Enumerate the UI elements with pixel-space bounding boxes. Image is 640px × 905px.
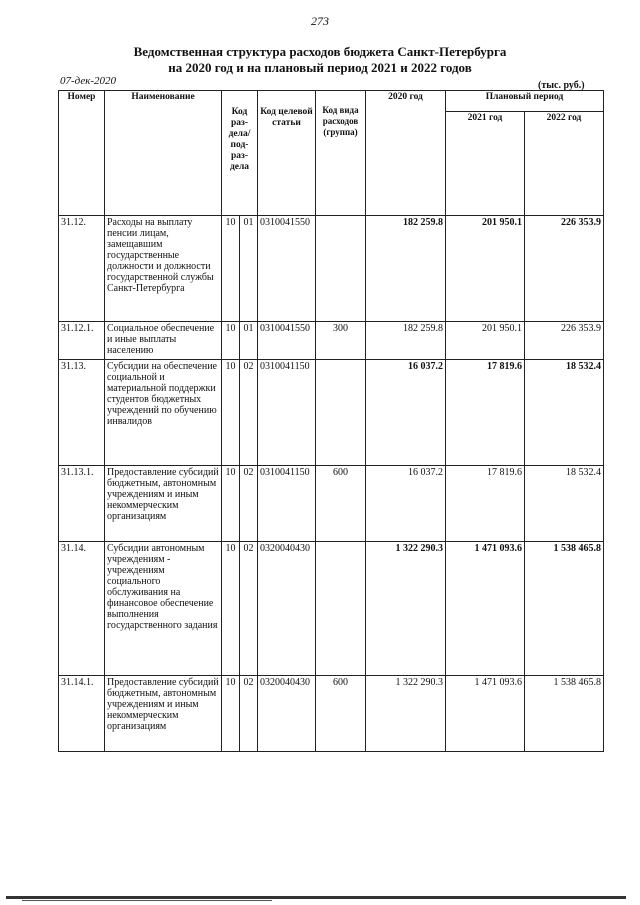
bottom-scan-rule-thin xyxy=(22,900,272,901)
header-2021: 2021 год xyxy=(446,112,525,216)
row-amount-2020: 16 037.2 xyxy=(366,360,446,466)
row-target-code: 0310041150 xyxy=(258,466,316,542)
row-amount-2022: 226 353.9 xyxy=(525,322,604,360)
row-target-code: 0320040430 xyxy=(258,542,316,676)
row-amount-2021: 201 950.1 xyxy=(446,322,525,360)
row-target-code: 0320040430 xyxy=(258,676,316,752)
row-number: 31.14.1. xyxy=(59,676,105,752)
row-expense-type xyxy=(316,542,366,676)
header-number: Номер xyxy=(59,91,105,216)
row-section: 10 xyxy=(222,216,240,322)
table-row xyxy=(59,676,604,752)
row-number: 31.12.1. xyxy=(59,322,105,360)
row-amount-2021: 1 471 093.6 xyxy=(446,542,525,676)
row-expense-type: 600 xyxy=(316,676,366,752)
header-planning-period: Плановый период xyxy=(446,91,604,112)
row-section: 10 xyxy=(222,322,240,360)
row-amount-2021: 17 819.6 xyxy=(446,466,525,542)
row-name: Субсидии на обеспечение социальной и материальной поддержки студентов бюджетных учреждений по обучению инвалидов xyxy=(105,360,222,466)
header-2020: 2020 год xyxy=(366,91,446,216)
row-name: Субсидии автономным учреждениям - учреждениям социального обслуживания на финансовое обеспечение выполнения государственного задания xyxy=(105,542,222,676)
table-row xyxy=(59,360,604,466)
row-section: 10 xyxy=(222,542,240,676)
row-amount-2021: 1 471 093.6 xyxy=(446,676,525,752)
row-amount-2020: 182 259.8 xyxy=(366,216,446,322)
header-section-code: Код раз-дела/ под-раз-дела xyxy=(222,91,258,216)
row-section: 10 xyxy=(222,360,240,466)
row-section: 10 xyxy=(222,676,240,752)
title-line-1: Ведомственная структура расходов бюджета Санкт-Петербурга xyxy=(133,44,507,59)
table-row xyxy=(59,322,604,360)
title-line-2: на 2020 год и на плановый период 2021 и 2022 годов xyxy=(168,60,472,75)
row-amount-2021: 17 819.6 xyxy=(446,360,525,466)
row-number: 31.13. xyxy=(59,360,105,466)
row-amount-2022: 1 538 465.8 xyxy=(525,542,604,676)
row-expense-type: 300 xyxy=(316,322,366,360)
row-subsection: 01 xyxy=(240,216,258,322)
table-row xyxy=(59,216,604,322)
row-name: Предоставление субсидий бюджетным, автономным учреждениям и иным некоммерческим организациям xyxy=(105,676,222,752)
row-amount-2022: 226 353.9 xyxy=(525,216,604,322)
bottom-scan-rule xyxy=(6,896,626,899)
row-expense-type xyxy=(316,360,366,466)
units-label: (тыс. руб.) xyxy=(538,80,585,91)
row-target-code: 0310041150 xyxy=(258,360,316,466)
header-target-code: Код целевой статьи xyxy=(258,91,316,216)
row-expense-type: 600 xyxy=(316,466,366,542)
row-section: 10 xyxy=(222,466,240,542)
row-subsection: 02 xyxy=(240,360,258,466)
row-amount-2020: 16 037.2 xyxy=(366,466,446,542)
row-target-code: 0310041550 xyxy=(258,322,316,360)
row-name: Предоставление субсидий бюджетным, автономным учреждениям и иным некоммерческим организациям xyxy=(105,466,222,542)
row-amount-2020: 1 322 290.3 xyxy=(366,676,446,752)
row-amount-2021: 201 950.1 xyxy=(446,216,525,322)
row-number: 31.12. xyxy=(59,216,105,322)
row-subsection: 02 xyxy=(240,542,258,676)
row-expense-type xyxy=(316,216,366,322)
page-number: 273 xyxy=(311,14,329,28)
header-name: Наименование xyxy=(105,91,222,216)
row-subsection: 01 xyxy=(240,322,258,360)
row-amount-2022: 1 538 465.8 xyxy=(525,676,604,752)
row-amount-2020: 1 322 290.3 xyxy=(366,542,446,676)
table-row xyxy=(59,542,604,676)
budget-table xyxy=(58,90,604,752)
row-subsection: 02 xyxy=(240,676,258,752)
row-name: Расходы на выплату пенсии лицам, замещавшим государственные должности и должности государственной службы Санкт-Петербурга xyxy=(105,216,222,322)
header-expense-type-code: Код вида расходов (группа) xyxy=(316,91,366,216)
row-number: 31.14. xyxy=(59,542,105,676)
header-2022: 2022 год xyxy=(525,112,604,216)
row-subsection: 02 xyxy=(240,466,258,542)
row-amount-2022: 18 532.4 xyxy=(525,466,604,542)
table-row xyxy=(59,466,604,542)
document-title xyxy=(0,44,640,76)
row-number: 31.13.1. xyxy=(59,466,105,542)
row-name: Социальное обеспечение и иные выплаты населению xyxy=(105,322,222,360)
row-target-code: 0310041550 xyxy=(258,216,316,322)
row-amount-2020: 182 259.8 xyxy=(366,322,446,360)
document-date: 07-дек-2020 xyxy=(60,75,117,87)
row-amount-2022: 18 532.4 xyxy=(525,360,604,466)
